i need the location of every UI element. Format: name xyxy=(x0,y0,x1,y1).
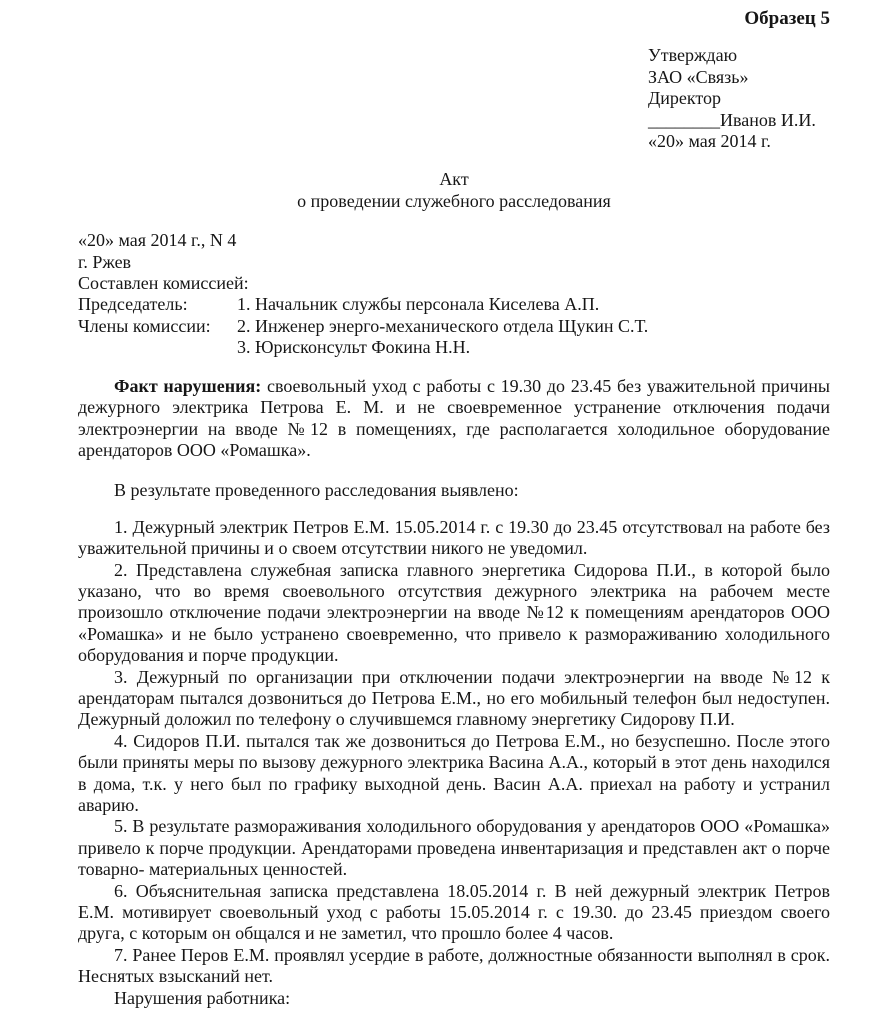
commission-role: Члены комиссии: xyxy=(78,315,211,336)
document-title xyxy=(78,169,830,212)
commission-intro: Составлен комиссией: xyxy=(78,273,249,294)
doc-city: г. Ржев xyxy=(78,251,132,272)
commission-role: Председатель: xyxy=(78,294,188,315)
finding-item-3: 3. Дежурный по организации при отключении подачи электроэнергии на вводе №12 к арендаторам пытался дозвониться до Петрова Е.М., но его мобильный телефон был недоступен. Дежурный доложил по телефону о случившемся главному энергетику Сидорову П.И. xyxy=(78,666,830,730)
commission-row xyxy=(78,294,830,315)
commission-row xyxy=(78,337,830,358)
approval-line-position: Директор xyxy=(648,88,722,109)
fact-paragraph xyxy=(78,376,830,462)
finding-item-6: 6. Объяснительная записка представлена 18.05.2014 г. В ней дежурный электрик Петров Е.М. мотивирует своевольный уход с работы 15.05.2014 г. с 19.30. до 23.45 приездом своего друга, с которым он общался и не заметил, что прошло более 4 часов. xyxy=(78,880,830,944)
commission-member: 3. Юрисконсульт Фокина Н.Н. xyxy=(237,337,471,358)
findings-list xyxy=(78,517,830,1009)
document-meta xyxy=(78,230,830,358)
approval-line-signature: ________Иванов И.И. xyxy=(648,109,816,130)
finding-item-4: 4. Сидоров П.И. пытался так же дозвониться до Петрова Е.М., но безуспешно. После этого были приняты меры по вызову дежурного электрика Васина А.А., который в этот день находился в дома, т.к. у него был по графику выходной день. Васин А.А. приехал на работу и устранил аварию. xyxy=(78,730,830,815)
findings-intro: В результате проведенного расследования выявлено: xyxy=(114,480,519,501)
commission-member: 2. Инженер энерго-механического отдела Щукин С.Т. xyxy=(237,315,649,336)
sample-label: Образец 5 xyxy=(744,8,830,29)
finding-item-7: 7. Ранее Перов Е.М. проявлял усердие в работе, должностные обязанности выполнял в срок. Неснятых взысканий нет. xyxy=(78,944,830,987)
finding-item-2: 2. Представлена служебная записка главного энергетика Сидорова П.И., в которой было указано, что во время своевольного отсутствия дежурного электрика на рабочем месте произошло отключение подачи электроэнергии на вводе №12 к помещениям арендаторов ООО «Ромашка» и не было устранено своевременно, что привело к размораживанию холодильного оборудования и порче продукции. xyxy=(78,559,830,666)
finding-item-1: 1. Дежурный электрик Петров Е.М. 15.05.2014 г. с 19.30 до 23.45 отсутствовал на работе без уважительной причины и о своем отсутствии никого не уведомил. xyxy=(78,516,830,559)
closing-line: Нарушения работника: xyxy=(114,987,291,1008)
approval-line-approve: Утверждаю xyxy=(648,45,738,66)
commission-row xyxy=(78,316,830,337)
document-title-line1: Акт xyxy=(439,169,469,190)
commission-member: 1. Начальник службы персонала Киселева А.П. xyxy=(237,294,600,315)
commission-role xyxy=(78,337,237,358)
finding-item-5: 5. В результате размораживания холодильного оборудования у арендаторов ООО «Ромашка» привело к порче продукции. Арендаторами проведена инвентаризация и представлен акт о порче товарно- материальных ценностей. xyxy=(78,816,830,880)
approval-line-company: ЗАО «Связь» xyxy=(648,66,749,87)
fact-text: своевольный уход с работы с 19.30 до 23.45 без уважительной причины дежурного электрика Петрова Е. М. и не своевременное устранение отключения подачи электроэнергии на вводе №12 в помещениях, где располагается холодильное оборудование арендаторов ООО «Ромашка». xyxy=(78,375,831,460)
approval-line-date: «20» мая 2014 г. xyxy=(648,131,771,152)
document-title-line2: о проведении служебного расследования xyxy=(297,190,611,211)
fact-label: Факт нарушения: xyxy=(114,375,262,396)
doc-date-number: «20» мая 2014 г., N 4 xyxy=(78,230,237,251)
approval-block xyxy=(648,45,830,152)
